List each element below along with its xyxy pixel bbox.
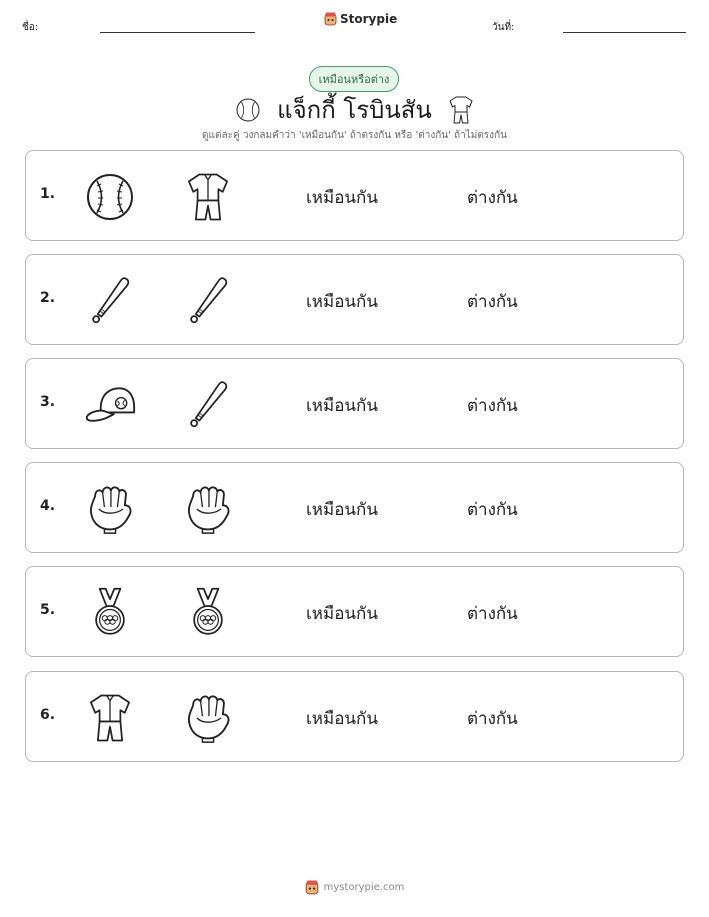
question-row xyxy=(25,358,684,449)
question-row xyxy=(25,150,684,241)
date-label: วันที่: xyxy=(492,22,515,33)
storypie-mascot-icon xyxy=(324,12,337,26)
different-option[interactable]: ต่างกัน xyxy=(467,709,518,729)
cap-icon xyxy=(82,377,138,433)
page-title: แจ็กกี้ โรบินสัน xyxy=(277,96,432,124)
question-row xyxy=(25,566,684,657)
same-option[interactable]: เหมือนกัน xyxy=(306,396,378,416)
question-number: 1. xyxy=(40,186,56,202)
name-field[interactable] xyxy=(100,32,255,33)
medal-icon xyxy=(180,585,236,641)
baseball-icon xyxy=(82,169,138,225)
bat-icon xyxy=(180,273,236,329)
worksheet-type-badge: เหมือนหรือต่าง xyxy=(309,66,399,92)
question-row xyxy=(25,671,684,762)
uniform-icon xyxy=(82,690,138,746)
same-option[interactable]: เหมือนกัน xyxy=(306,292,378,312)
same-option[interactable]: เหมือนกัน xyxy=(306,500,378,520)
same-option[interactable]: เหมือนกัน xyxy=(306,709,378,729)
question-row xyxy=(25,254,684,345)
question-number: 5. xyxy=(40,602,56,618)
instructions: ดูแต่ละคู่ วงกลมคำว่า 'เหมือนกัน' ถ้าตรงกัน หรือ 'ต่างกัน' ถ้าไม่ตรงกัน xyxy=(202,130,507,141)
different-option[interactable]: ต่างกัน xyxy=(467,604,518,624)
different-option[interactable]: ต่างกัน xyxy=(467,292,518,312)
question-row xyxy=(25,462,684,553)
question-number: 4. xyxy=(40,498,56,514)
glove-icon xyxy=(180,690,236,746)
question-number: 6. xyxy=(40,707,56,723)
uniform-icon xyxy=(180,169,236,225)
storypie-mascot-icon xyxy=(305,880,319,895)
brand-name: Storypie xyxy=(340,12,398,26)
uniform-icon xyxy=(448,95,474,125)
question-number: 3. xyxy=(40,394,56,410)
question-number: 2. xyxy=(40,290,56,306)
same-option[interactable]: เหมือนกัน xyxy=(306,188,378,208)
glove-icon xyxy=(82,481,138,537)
bat-icon xyxy=(180,377,236,433)
bat-icon xyxy=(82,273,138,329)
footer xyxy=(0,880,709,895)
brand-logo xyxy=(324,12,397,26)
baseball-icon xyxy=(235,97,261,123)
different-option[interactable]: ต่างกัน xyxy=(467,396,518,416)
different-option[interactable]: ต่างกัน xyxy=(467,188,518,208)
medal-icon xyxy=(82,585,138,641)
footer-url[interactable]: mystorypie.com xyxy=(323,882,405,893)
date-field[interactable] xyxy=(563,32,686,33)
different-option[interactable]: ต่างกัน xyxy=(467,500,518,520)
glove-icon xyxy=(180,481,236,537)
title-row xyxy=(0,90,709,129)
name-label: ชื่อ: xyxy=(22,22,39,33)
same-option[interactable]: เหมือนกัน xyxy=(306,604,378,624)
